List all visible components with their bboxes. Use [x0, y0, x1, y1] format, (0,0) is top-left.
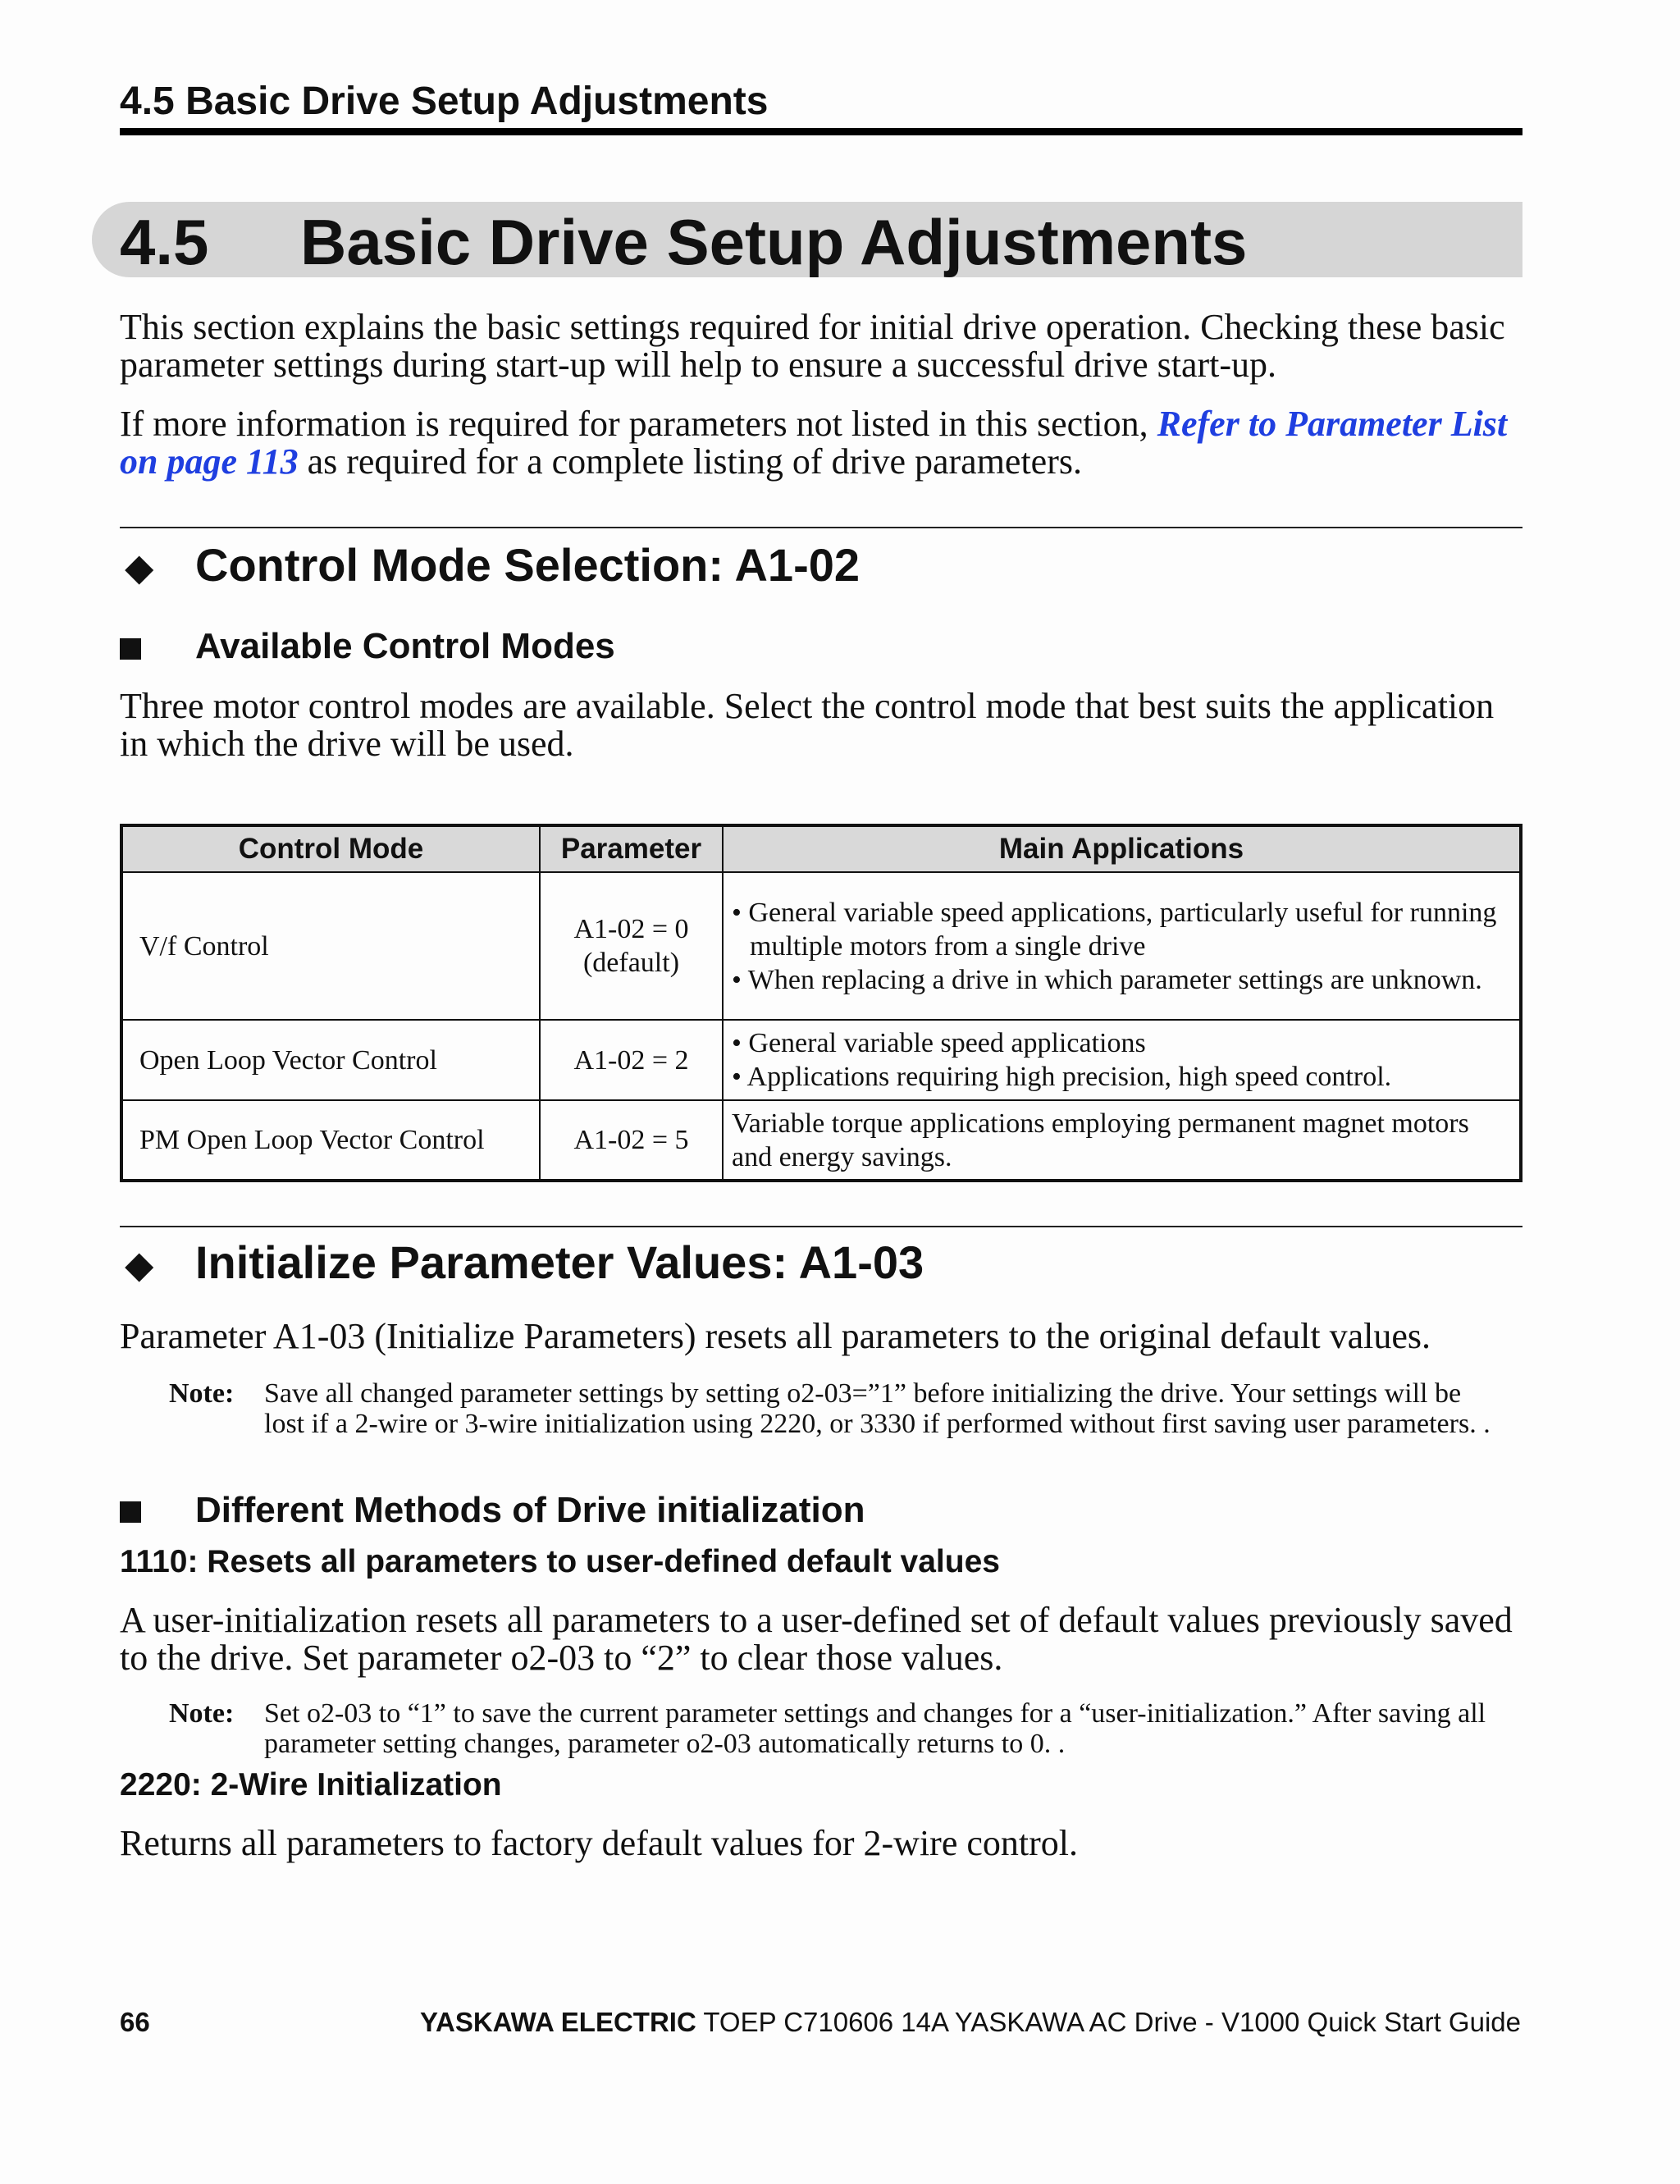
applications-cell	[723, 1020, 1521, 1100]
methods-heading: Different Methods of Drive initialization	[195, 1490, 865, 1530]
column-header-control-mode: Control Mode	[121, 825, 540, 872]
mode-cell: Open Loop Vector Control	[121, 1020, 540, 1100]
method-1110-heading: 1110: Resets all parameters to user-defined default values	[120, 1544, 1000, 1579]
note-label: Note:	[169, 1698, 235, 1729]
footer-brand: YASKAWA ELECTRIC	[420, 2007, 696, 2037]
parameter-cell	[540, 872, 723, 1020]
parameter-list-link[interactable]: Refer to Parameter List on page 113	[120, 404, 1508, 482]
section-rule	[120, 1226, 1522, 1227]
column-header-main-applications: Main Applications	[723, 825, 1521, 872]
control-modes-body: Three motor control modes are available. Select the control mode that best suits the application in which the drive will be used.	[120, 686, 1495, 764]
intro-paragraph-2-tail: as required for a complete listing of drive parameters.	[298, 441, 1082, 482]
parameter-default-note: (default)	[582, 948, 680, 978]
diamond-icon: ◆	[125, 546, 154, 588]
intro-paragraph-1: This section explains the basic settings required for initial drive operation. Checking these basic parameter settings during start-up will help to ensure a successful drive start-up.	[120, 307, 1505, 385]
header-rule	[120, 128, 1522, 135]
method-2220-heading: 2220: 2-Wire Initialization	[120, 1767, 502, 1802]
footer-document-title: TOEP C710606 14A YASKAWA AC Drive - V1000 Quick Start Guide	[696, 2007, 1521, 2037]
initialize-heading: Initialize Parameter Values: A1-03	[195, 1236, 924, 1288]
intro-paragraph-2	[120, 405, 1531, 481]
mode-cell: V/f Control	[121, 872, 540, 1020]
square-bullet-icon	[120, 1501, 141, 1523]
running-head: 4.5 Basic Drive Setup Adjustments	[120, 80, 769, 123]
section-number: 4.5	[120, 206, 209, 278]
section-rule	[120, 527, 1522, 528]
applications-cell: Variable torque applications employing permanent magnet motors and energy savings.	[723, 1100, 1521, 1181]
table-row	[121, 1020, 1521, 1100]
application-item: • General variable speed applications	[732, 1028, 1146, 1058]
diamond-icon: ◆	[125, 1244, 154, 1286]
available-modes-heading: Available Control Modes	[195, 626, 615, 666]
note-label: Note:	[169, 1378, 235, 1409]
parameter-cell: A1-02 = 5	[540, 1100, 723, 1181]
page-title: Basic Drive Setup Adjustments	[300, 206, 1248, 278]
note-text: Set o2-03 to “1” to save the current parameter settings and changes for a “user-initialization.” After saving all parameter setting changes, parameter o2-03 automatically returns to 0. .	[264, 1698, 1486, 1759]
initialize-body: Parameter A1-03 (Initialize Parameters) resets all parameters to the original default values.	[120, 1316, 1431, 1356]
note-text: Save all changed parameter settings by setting o2-03=”1” before initializing the drive. Your settings will be lost if a 2-wire or 3-wire initialization using 2220, or 3330 if performed without first saving user parameters. .	[264, 1378, 1491, 1439]
method-1110-body: A user-initialization resets all parameters to a user-defined set of default values previously saved to the drive. Set parameter o2-03 to “2” to clear those values.	[120, 1600, 1513, 1678]
table-row	[121, 1100, 1521, 1181]
application-item: • When replacing a drive in which parameter settings are unknown.	[732, 964, 1482, 995]
method-2220-body: Returns all parameters to factory default values for 2-wire control.	[120, 1823, 1078, 1863]
applications-cell	[723, 872, 1521, 1020]
control-modes-table	[120, 824, 1522, 1182]
parameter-value: A1-02 = 0	[573, 914, 689, 944]
parameter-cell: A1-02 = 2	[540, 1020, 723, 1100]
intro-paragraph-2-text: If more information is required for parameters not listed in this section,	[120, 404, 1157, 444]
application-item: • General variable speed applications, particularly useful for running multiple motors from a single drive	[732, 897, 1497, 962]
page-number: 66	[120, 2007, 150, 2037]
square-bullet-icon	[120, 638, 141, 660]
mode-cell: PM Open Loop Vector Control	[121, 1100, 540, 1181]
footer-document-info	[420, 2007, 1521, 2038]
table-header-row	[121, 825, 1521, 872]
table-row	[121, 872, 1521, 1020]
application-item: • Applications requiring high precision, high speed control.	[732, 1062, 1392, 1092]
control-mode-heading: Control Mode Selection: A1-02	[195, 539, 861, 591]
column-header-parameter: Parameter	[540, 825, 723, 872]
